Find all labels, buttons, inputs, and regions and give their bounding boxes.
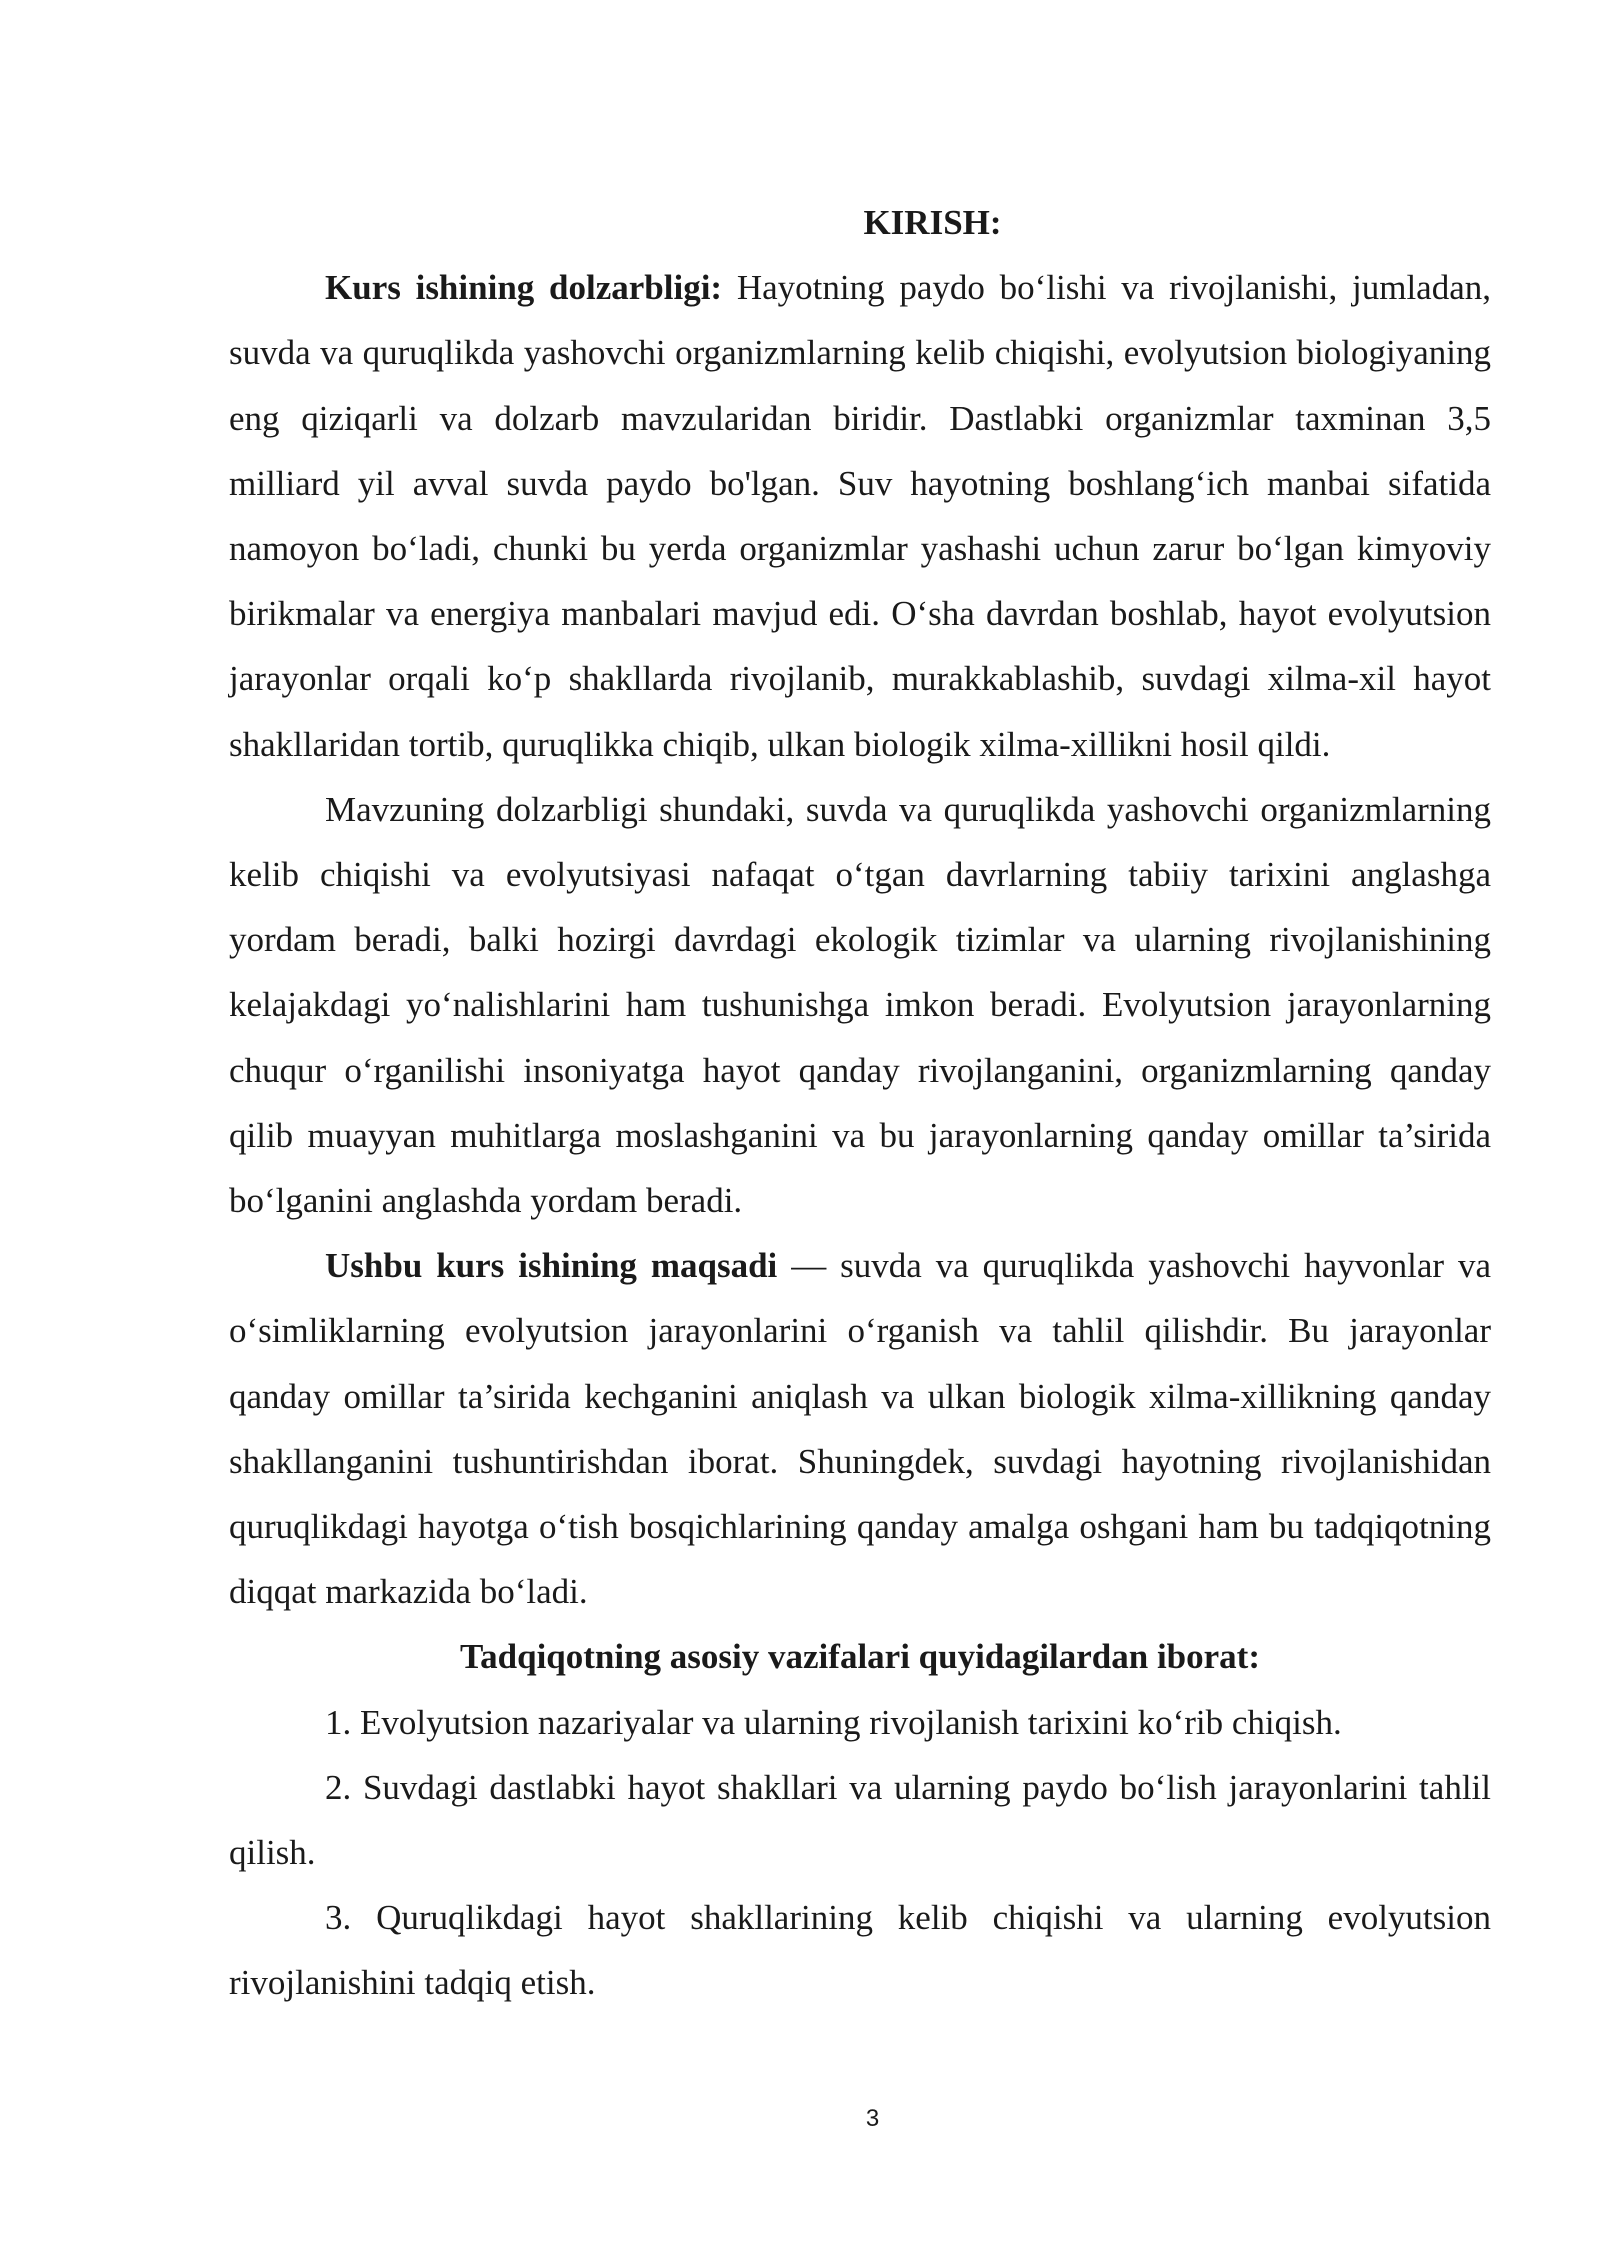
paragraph-goal bbox=[229, 1233, 1491, 1624]
paragraph-topic-relevance: Mavzuning dolzarbligi shundaki, suvda va quruqlikda yashovchi organizmlarning kelib chiqishi va evolyutsiyasi nafaqat o‘tgan davrlarning tabiiy tarixini anglashga yordam beradi, balki hozirgi davrdagi ekologik tizimlar va ularning rivojlanishining kelajakdagi yo‘nalishlarini ham tushunishga imkon beradi. Evolyutsion jarayonlarning chuqur o‘rganilishi insoniyatga hayot qanday rivojlanganini, organizmlarning qanday qilib muayyan muhitlarga moslashganini va bu jarayonlarning qanday omillar ta’sirida bo‘lganini anglashda yordam beradi. bbox=[229, 789, 1491, 1221]
page-number: 3 bbox=[865, 2105, 880, 2132]
paragraph-relevance-text: Hayotning paydo bo‘lishi va rivojlanishi, jumladan, suvda va quruqlikda yashovchi organizmlarning kelib chiqishi, evolyutsion biologiyaning eng qiziqarli va dolzarb mavzularidan biridir. Dastlabki organizmlar taxminan 3,5 milliard yil avval suvda paydo bo'lgan. Suv hayotning boshlang‘ich manbai sifatida namoyon bo‘ladi, chunki bu yerda organizmlar yashashi uchun zarur bo‘lgan kimyoviy birikmalar va energiya manbalari mavjud edi. O‘sha davrdan boshlab, hayot evolyutsion jarayonlar orqali ko‘p shakllarda rivojlanib, murakkablashib, suvdagi xilma-xil hayot shakllaridan tortib, quruqlikka chiqib, ulkan biologik xilma-xillikni hosil qildi. bbox=[229, 268, 1491, 764]
paragraph-relevance-lead: Kurs ishining dolzarbligi: bbox=[325, 268, 723, 308]
task-item: 3. Quruqlikdagi hayot shakllarining kelib chiqishi va ularning evolyutsion rivojlanishini tadqiq etish. bbox=[229, 1898, 1491, 2003]
task-item: 2. Suvdagi dastlabki hayot shakllari va ularning paydo bo‘lish jarayonlarini tahlil qilish. bbox=[229, 1767, 1491, 1873]
tasks-heading: Tadqiqotning asosiy vazifalari quyidagilardan iborat: bbox=[460, 1637, 1260, 1677]
section-heading: KIRISH: bbox=[863, 203, 1002, 242]
paragraph-relevance bbox=[229, 255, 1491, 777]
paragraph-goal-lead: Ushbu kurs ishining maqsadi bbox=[325, 1246, 778, 1286]
task-item: 1. Evolyutsion nazariyalar va ularning rivojlanish tarixini ko‘rib chiqish. bbox=[325, 1702, 1342, 1742]
document-page bbox=[229, 190, 1491, 2016]
paragraph-goal-text: — suvda va quruqlikda yashovchi hayvonlar va o‘simliklarning evolyutsion jarayonlarini o‘rganish va tahlil qilishdir. Bu jarayonlar qanday omillar ta’sirida kechganini aniqlash va ulkan biologik xilma-xillikning qanday shakllanganini tushuntirishdan iborat. Shuningdek, suvdagi hayotning rivojlanishidan quruqlikdagi hayotga o‘tish bosqichlarining qanday amalga oshgani ham bu tadqiqotning diqqat markazida bo‘ladi. bbox=[229, 1246, 1491, 1612]
